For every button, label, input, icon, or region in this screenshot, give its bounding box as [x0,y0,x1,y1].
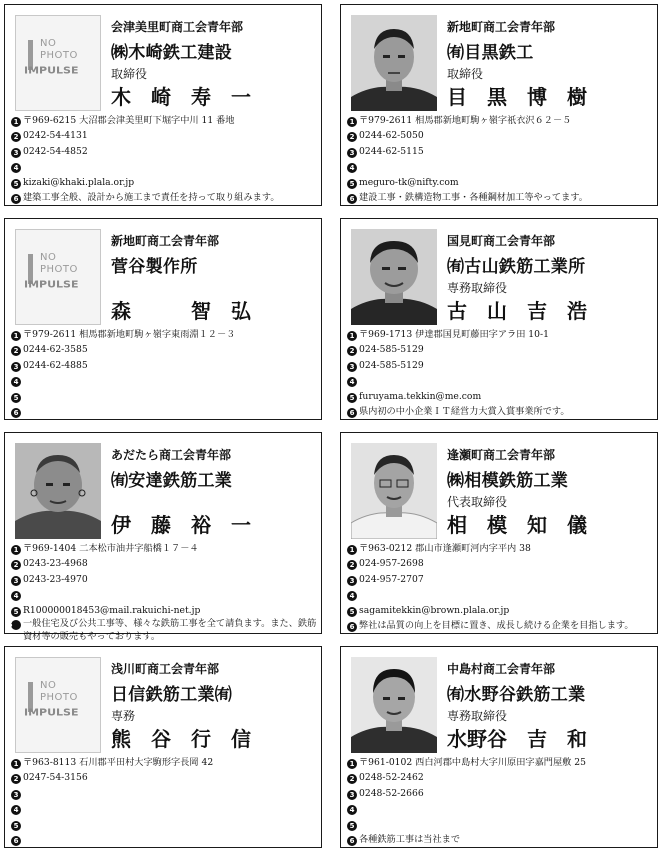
business-card [340,646,658,848]
pr-line: 6 建築工事全般、設計から施工まで責任を持って取り組みます。 [11,190,319,205]
bullet-4: 4 [11,591,21,601]
no-photo-text: PHOTO [40,264,78,275]
blank-line [347,373,655,388]
pr-line: 6 県内初の中小企業ＩＴ経営力大賞入賞事業所です。 [347,404,655,419]
blank-line [11,801,319,816]
fax-line: 3 0242-54-4852 [11,144,319,159]
business-card [340,432,658,634]
pr-line: 6 一般住宅及び公共工事等、様々な鉄筋工事を全て請負ます。また、鉄筋資材等の販売もやっております。 [7,618,317,642]
address-line: 1 〒963-0212 郡山市逢瀬町河内字平内 38 [347,541,655,556]
business-card [340,218,658,420]
bullet-2: 2 [11,132,21,142]
job-title: 取締役 [447,67,484,81]
company-name: ㈲水野谷鉄筋工業 [447,685,586,705]
phone-line: 2 0244-62-3585 [11,342,319,357]
bullet-1: 1 [347,759,357,769]
contact-lines [11,113,319,205]
phone-line: 2 0247-54-3156 [11,770,319,785]
blank-line [347,801,655,816]
person-photo-svg [15,443,101,539]
impulse-logo-text: IMPULSE [24,706,79,719]
organization: 中島村商工会青年部 [447,662,556,676]
no-photo-text: NO [40,680,57,691]
person-name: 伊 藤 裕 一 [111,513,251,537]
person-name: 木 崎 寿 一 [111,85,251,109]
no-photo-text: PHOTO [40,692,78,703]
company-name: ㈱木崎鉄工建設 [111,43,233,63]
organization: 新地町商工会青年部 [447,20,556,34]
bullet-5: 5 [347,179,357,189]
no-photo-placeholder [15,657,101,753]
person-name: 目 黒 博 樹 [447,85,587,109]
bullet-2: 2 [347,774,357,784]
fax-line: 3 024-957-2707 [347,572,655,587]
job-title: 取締役 [111,67,148,81]
fax-line: 3 0244-62-5115 [347,144,655,159]
blank-line [11,159,319,174]
email-line [347,817,655,832]
person-photo [351,443,437,539]
bullet-1: 1 [347,117,357,127]
bullet-1: 1 [347,545,357,555]
bullet-5: 5 [11,607,21,617]
company-name: ㈲目黒鉄工 [447,43,534,63]
bullet-1: 1 [11,117,21,127]
person-name: 相 模 知 儀 [447,513,587,537]
contact-lines [347,113,655,205]
email-line: 5 kizaki@khaki.plala.or.jp [11,175,319,190]
contact-lines [347,755,655,847]
blank-line [11,373,319,388]
email-line: 5 sagamitekkin@brown.plala.or.jp [347,603,655,618]
address-line: 1 〒963-8113 石川郡平田村大字駒形字長岡 42 [11,755,319,770]
bullet-3: 3 [347,576,357,586]
no-photo-text: NO [40,38,57,49]
bullet-3: 3 [347,790,357,800]
business-card [340,4,658,206]
bullet-6: 6 [347,836,357,846]
bullet-1: 1 [11,331,21,341]
phone-line: 2 0244-62-5050 [347,128,655,143]
bullet-5: 5 [347,607,357,617]
person-photo [15,443,101,539]
company-name: 菅谷製作所 [111,257,198,277]
bullet-5: 5 [11,821,21,831]
bullet-4: 4 [347,805,357,815]
no-photo-text: PHOTO [40,50,78,61]
address-line: 1 〒969-1713 伊達郡国見町藤田字アラ田 10-1 [347,327,655,342]
bullet-4: 4 [11,163,21,173]
fax-line: 3 024-585-5129 [347,358,655,373]
company-name: ㈲古山鉄筋工業所 [447,257,586,277]
bullet-4: 4 [347,591,357,601]
business-card [4,4,322,206]
person-photo-svg [351,657,437,753]
organization: 浅川町商工会青年部 [111,662,220,676]
no-photo-placeholder [15,15,101,111]
bullet-5: 5 [11,393,21,403]
bullet-3: 3 [11,362,21,372]
bullet-4: 4 [11,377,21,387]
person-name: 熊 谷 行 信 [111,727,251,751]
organization: 会津美里町商工会青年部 [111,20,244,34]
bullet-2: 2 [347,560,357,570]
email-line: 5 R100000018453@mail.rakuichi-net.jp [11,603,319,618]
company-name: ㈲安達鉄筋工業 [111,471,233,491]
contact-lines [11,327,319,419]
bullet-4: 4 [11,805,21,815]
impulse-logo-text: IMPULSE [24,278,79,291]
phone-line: 2 024-585-5129 [347,342,655,357]
email-line [11,817,319,832]
address-line: 1 〒969-6215 大沼郡会津美里町下堀字中川 11 番地 [11,113,319,128]
contact-lines [347,327,655,419]
email-line: 5 furuyama.tekkin@me.com [347,389,655,404]
address-line: 1 〒969-1404 二本松市油井字船橋１７－４ [11,541,319,556]
no-photo-placeholder [15,229,101,325]
job-title: 専務 [111,709,136,723]
person-photo-svg [351,229,437,325]
bullet-3: 3 [11,790,21,800]
bullet-6: 6 [347,408,357,418]
bullet-4: 4 [347,163,357,173]
bullet-3: 3 [11,576,21,586]
address-line: 1 〒979-2611 相馬郡新地町駒ヶ嶺字東雨淵１２－３ [11,327,319,342]
bullet-1: 1 [347,331,357,341]
person-photo-svg [351,443,437,539]
pr-line [11,404,319,419]
contact-lines [11,755,319,847]
organization: 国見町商工会青年部 [447,234,556,248]
blank-line [11,587,319,602]
company-name: 日信鉄筋工業㈲ [111,685,233,705]
contact-lines [7,541,319,643]
bullet-2: 2 [347,132,357,142]
bullet-6: 6 [11,194,21,204]
business-card [4,432,322,642]
phone-line: 2 0242-54-4131 [11,128,319,143]
bullet-6: 6 [347,622,357,632]
bullet-1: 1 [11,759,21,769]
bullet-6: 6 [11,836,21,846]
person-name: 森 智 弘 [111,299,251,323]
bullet-2: 2 [11,774,21,784]
organization: 逢瀬町商工会青年部 [447,448,556,462]
phone-line: 2 0243-23-4968 [11,556,319,571]
bullet-5: 5 [347,821,357,831]
bullet-6: 6 [347,194,357,204]
person-photo [351,657,437,753]
person-photo [351,15,437,111]
email-line [11,389,319,404]
bullet-1: 1 [11,545,21,555]
email-line: 5 meguro-tk@nifty.com [347,175,655,190]
pr-line [11,832,319,847]
business-card [4,646,322,848]
address-line: 1 〒979-2611 相馬郡新地町駒ヶ嶺字祇衣沢６２－５ [347,113,655,128]
bullet-5: 5 [347,393,357,403]
bullet-3: 3 [347,362,357,372]
bullet-6: 6 [11,620,21,630]
bullet-5: 5 [11,179,21,189]
pr-line: 6 各種鉄筋工事は当社まで [347,832,655,847]
pr-line: 6 建設工事・鉄構造物工事・各種鋼材加工等やってます。 [347,190,655,205]
no-photo-text: NO [40,252,57,263]
job-title: 代表取締役 [447,495,508,509]
address-line: 1 〒961-0102 西白河郡中島村大字川原田字嘉門屋敷 25 [347,755,655,770]
organization: 新地町商工会青年部 [111,234,220,248]
phone-line: 2 024-957-2698 [347,556,655,571]
person-name: 水野谷 吉 和 [447,727,587,751]
fax-line [11,786,319,801]
bullet-3: 3 [347,148,357,158]
organization: あだたら商工会青年部 [111,448,232,462]
bullet-2: 2 [11,560,21,570]
fax-line: 3 0248-52-2666 [347,786,655,801]
person-photo-svg [351,15,437,111]
bullet-6: 6 [11,408,21,418]
impulse-logo-text: IMPULSE [24,64,79,77]
fax-line: 3 0244-62-4885 [11,358,319,373]
business-card [4,218,322,420]
job-title: 専務取締役 [447,281,508,295]
contact-lines [347,541,655,633]
company-name: ㈱相模鉄筋工業 [447,471,569,491]
blank-line [347,587,655,602]
pr-line: 6 弊社は品質の向上を目標に置き、成長し続ける企業を目指します。 [347,618,655,633]
blank-line [347,159,655,174]
bullet-2: 2 [347,346,357,356]
job-title: 専務取締役 [447,709,508,723]
person-photo [351,229,437,325]
bullet-3: 3 [11,148,21,158]
phone-line: 2 0248-52-2462 [347,770,655,785]
bullet-2: 2 [11,346,21,356]
person-name: 古 山 吉 浩 [447,299,587,323]
fax-line: 3 0243-23-4970 [11,572,319,587]
bullet-4: 4 [347,377,357,387]
